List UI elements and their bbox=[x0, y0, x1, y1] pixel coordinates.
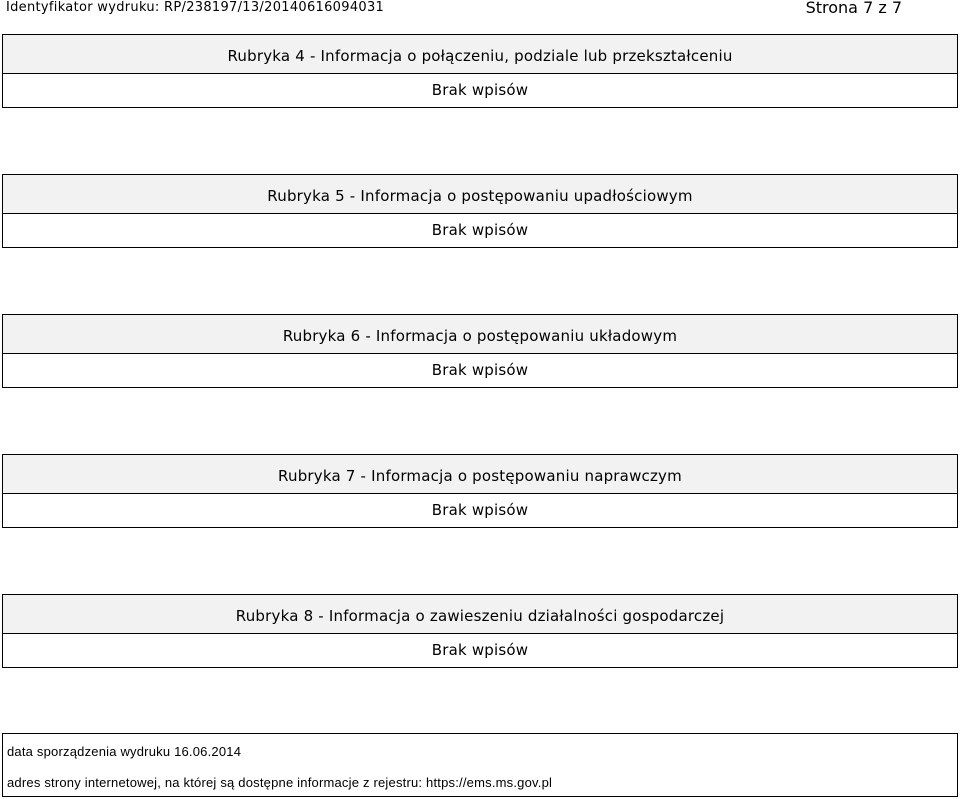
print-identifier: Identyfikator wydruku: RP/238197/13/20140616094031 bbox=[6, 0, 385, 15]
section-rubryka-8 bbox=[2, 594, 958, 668]
section-title: Rubryka 4 - Informacja o połączeniu, podziale lub przekształceniu bbox=[3, 35, 957, 74]
section-title: Rubryka 7 - Informacja o postępowaniu naprawczym bbox=[3, 455, 957, 494]
section-title: Rubryka 8 - Informacja o zawieszeniu działalności gospodarczej bbox=[3, 595, 957, 634]
print-date: data sporządzenia wydruku 16.06.2014 bbox=[7, 744, 242, 759]
section-content: Brak wpisów bbox=[431, 81, 529, 99]
section-rubryka-5 bbox=[2, 174, 958, 248]
registry-address: adres strony internetowej, na której są dostępne informacje z rejestru: https://ems.ms.gov.pl bbox=[7, 775, 553, 790]
page-number: Strona 7 z 7 bbox=[805, 0, 902, 17]
section-rubryka-7 bbox=[2, 454, 958, 528]
section-title: Rubryka 6 - Informacja o postępowaniu układowym bbox=[3, 315, 957, 354]
section-rubryka-4 bbox=[2, 34, 958, 108]
section-content: Brak wpisów bbox=[431, 501, 529, 519]
section-content: Brak wpisów bbox=[431, 361, 529, 379]
section-rubryka-6 bbox=[2, 314, 958, 388]
section-title: Rubryka 5 - Informacja o postępowaniu upadłościowym bbox=[3, 175, 957, 214]
section-content: Brak wpisów bbox=[431, 221, 529, 239]
section-content: Brak wpisów bbox=[431, 641, 529, 659]
footer bbox=[2, 733, 958, 797]
